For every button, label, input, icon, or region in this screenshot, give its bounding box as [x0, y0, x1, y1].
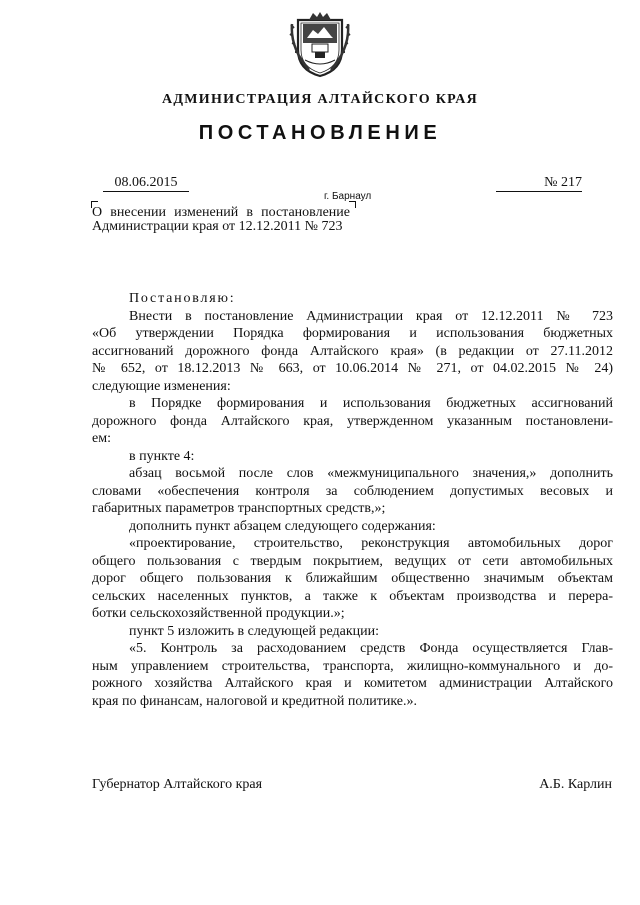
body-line: ем: [92, 431, 111, 446]
body-line: ботки сельскохозяйственной продукции.»; [92, 606, 345, 621]
document-body [92, 290, 613, 710]
body-line: дополнить пункт абзацем следующего содержания: [129, 518, 436, 534]
signatory-position: Губернатор Алтайского края [92, 777, 263, 792]
body-line: следующие изменения: [92, 378, 231, 394]
signatory-name: А.Б. Карлин [539, 777, 612, 792]
body-line: дорог общего пользования к ближайшим общественно значимым объектам [92, 571, 613, 586]
body-line: Внести в постановление Администрации края от 12.12.2011 № 723 [129, 308, 613, 324]
body-line: словами «обеспечения контроля за соблюдением допустимых весовых и [92, 483, 613, 499]
body-line: пункт 5 изложить в следующей редакции: [129, 623, 379, 639]
coat-of-arms-icon [289, 10, 351, 78]
body-line: габаритных параметров транспортных средств,»; [92, 501, 386, 516]
body-line: Постановляю: [129, 291, 236, 306]
document-date: 08.06.2015 [103, 176, 189, 192]
body-line: общего пользования с твердым покрытием, ведущих от сети автомобильных [92, 553, 613, 569]
organization-name: АДМИНИСТРАЦИЯ АЛТАЙСКОГО КРАЯ [161, 92, 479, 107]
body-line: «5. Контроль за расходованием средств Фонда осуществляется Глав- [129, 641, 613, 656]
body-line: в Порядке формирования и использования бюджетных ассигнований [129, 396, 613, 411]
city-label: г. Барнаул [324, 191, 372, 202]
subject-bracket-right [349, 201, 356, 208]
body-line: абзац восьмой после слов «межмуниципального значения,» дополнить [129, 466, 613, 481]
body-line: № 652, от 18.12.2013 № 663, от 10.06.2014 № 271, от 04.02.2015 № 24) [92, 361, 613, 376]
body-line: в пункте 4: [129, 448, 195, 464]
body-line: «Об утверждении Порядка формирования и использования бюджетных [92, 326, 613, 341]
document-type-title: ПОСТАНОВЛЕНИЕ [198, 122, 442, 144]
body-line: ным управлением строительства, транспорта, жилищно-коммунального и до- [92, 658, 613, 674]
document-number: № 217 [496, 176, 582, 192]
body-line: рожного хозяйства Алтайского края и комитетом администрации Алтайского [92, 676, 613, 691]
body-line: «проектирование, строительство, реконструкция автомобильных дорог [129, 536, 613, 551]
body-line: края по финансам, налоговой и кредитной политике.». [92, 693, 417, 709]
document-subject: О внесении изменений в постановление Администрации края от 12.12.2011 № 723 [92, 205, 350, 234]
body-line: ассигнований дорожного фонда Алтайского края» (в редакции от 27.11.2012 [92, 343, 613, 359]
body-line: дорожного фонда Алтайского края, утвержденном указанным постановлени- [92, 413, 613, 429]
body-line: сельских населенных пунктов, а также к объектам производства и перера- [92, 588, 613, 604]
